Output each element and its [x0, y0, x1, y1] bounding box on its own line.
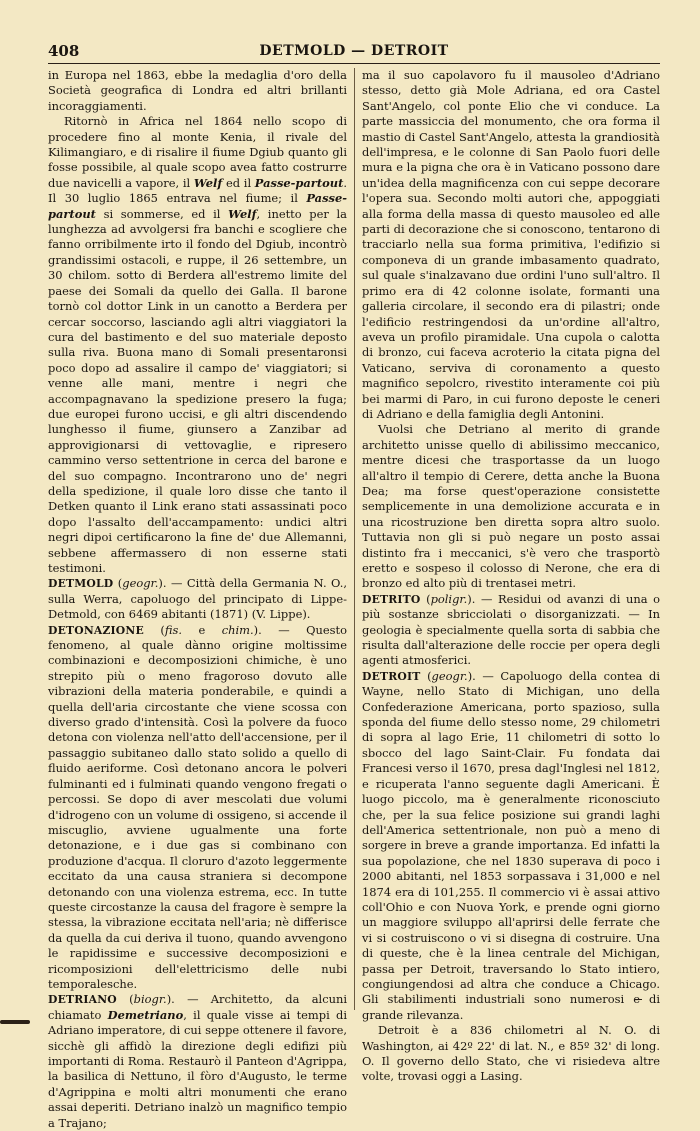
entry-headword: DETROIT — [362, 669, 421, 683]
text-run: ). — Questo fenomeno, al quale dànno origine moltissime combinazioni e decomposizioni chimiche, è uno strepito più o meno fragoroso dovuto alle vibrazioni della materia ponderabile, e quindi a quella dell'aria circostante che viene scossa con diverso grado d'intensità. Così la polvere da fuoco detona con violenza nell'atto dell'accensione, per il passaggio subitaneo dallo stato solido a quello di fluido aeriforme. Così detonano ancora le polveri fulminanti ed i fulminati quando vengono fregati o percossi. Se dopo di aver mescolati due volumi d'idrogeno con un volume di ossigeno, si accende il miscuglio, avviene ugualmente una forte detonazione, e i due gas si combinano con produzione d'acqua. Il cloruro d'azoto leggermente eccitato da una causa straniera si decompone detonando con una violenza estrema, ecc. In tutte queste circostanze la causa del fragore è sempre la stessa, la vibrazione eccitata nell'aria; nè differisce da quella da cui deriva il tuono, quando avvengono le rapidissime e successive decomposizioni e ricomposizioni dell'elettricismo delle nubi temporalesche. — [48, 622, 347, 991]
text-run: ). — Città della Germania N. O., sulla Werra, capoluogo del principato di Lippe-Detmold, con 6469 abitanti (1871) (V. Lippe). — [48, 576, 347, 622]
scan-edge-mark — [0, 1020, 30, 1024]
entry-headword: DETMOLD — [48, 577, 114, 591]
text-run: . Il 30 luglio 1865 entrava nel fiume; il — [48, 175, 347, 206]
text-run: ). — Capoluogo della contea di Wayne, nello Stato di Michigan, uno della Confederazione Americana, porto spazioso, sulla sponda del fiume dello stesso nome, 29 chilometri di sopra al lago Erie, 11 chilometri di sotto lo sbocco del lago Saint-Clair. Fu fondata dai Francesi verso il 1670, presa dagl'Inglesi nel 1812, e ricuperata l'anno seguente dagli Americani. È luogo piccolo, ma è generalmente riconosciuto che, per la sua felice posizione sui grandi laghi dell'America settentrionale, non può a meno di sorgere in breve a grande importanza. Ed infatti la sua popolazione, che nel 1830 superava di poco i 2000 abitanti, nel 1853 sorpassava i 31,000 e nel 1874 era di 101,255. Il commercio vi è assai attivo coll'Ohio e con Nuova York, e prende ogni giorno un maggiore sviluppo all'aprirsi delle ferrate che vi si costruiscono o vi si disegna di costruire. Una di queste, che è la linea centrale del Michigan, passa per Detroit, traversando lo Stato intiero, congiungendosi ad altra che conduce a Chicago. Gli stabilimenti industriali sono numerosi e di grande rilevanza. — [362, 668, 660, 1022]
text-run: , il quale visse ai tempi di Adriano imperatore, di cui seppe ottenere il favore, sicchè gli affidò la direzione degli edifizi più importanti di Roma. Restaurò il Panteon d'Agrippa, la basilica di Nettuno, il fòro d'Augusto, le terme d'Agrippina e molti altri monumenti che erano assai deperiti. Detriano inalzò un magnifico tempio a Trajano; — [48, 1007, 348, 1130]
text-run: ( — [113, 576, 123, 591]
paragraph — [362, 1023, 660, 1085]
dictionary-entry — [362, 592, 660, 669]
italic-term: Passe-partout — [254, 175, 344, 190]
italic-term: Welf — [193, 175, 223, 190]
dictionary-entry — [48, 992, 347, 1131]
text-run: Vuolsi che Detriano al merito di grande architetto unisse quello di abilissimo meccanico, mentre dicesi che trasportasse da un luogo all'altro il tempio di Cerere, detta anche la Buona Dea; ma forse quest'operazione consistette semplicemente in una demolizione accurata e in una ricostruzione ben diretta sopra altro suolo. Tuttavia non gli si può negare un posto assai distinto fra i meccanici, s'è vero che trasportò eretto e sospeso il colosso di Nerone, che era di bronzo ed alto più di trentasei metri. — [362, 422, 660, 591]
margin-dash — [634, 999, 642, 1000]
entry-headword: DETRITO — [362, 592, 421, 606]
text-run: ). — Residui od avanzi di una o più sostanze sbricciolati o disorganizzati. — In geologia è specialmente quella sorta di sabbia che risulta dall'alterazione delle roccie per opera degli agenti atmosferici. — [362, 591, 660, 668]
italic-term: Demetriano — [107, 1007, 184, 1022]
paragraph — [362, 422, 660, 591]
right-column — [354, 68, 660, 1084]
paragraph — [48, 114, 347, 576]
text-run: ed il — [222, 175, 255, 190]
entry-category: biogr. — [133, 992, 167, 1007]
entry-headword: DETRIANO — [48, 993, 117, 1007]
entry-category: geogr. — [122, 576, 159, 591]
text-run: Detroit è a 836 chilometri al N. O. di Washington, ai 42º 22' di lat. N., e 85º 32' di long. O. Il governo dello Stato, che vi risiedeva altre volte, trovasi oggi a Lasing. — [362, 1023, 660, 1084]
dictionary-entry — [362, 669, 660, 1023]
text-run: , inetto per la lunghezza ad avvolgersi fra banchi e scogliere che fanno orribilmente irto il fondo del Dgiub, incontrò grandissimi ostacoli, e ruppe, il 26 settembre, un 30 chilom. sotto di Berdera all'estremo limite del paese dei Somali da quello dei Galla. Il barone tornò col dottor Link in un canotto a Berdera per cercar soccorso, lasciando agli altri viaggiatori la cura del bastimento e del suo materiale deposto sulla riva. Buona mano di Somali presentaronsi poco dopo ad assalire il campo de' viaggiatori; si venne alle mani, mentre i negri che accompagnavano la spedizione presero la fuga; due europei furono uccisi, e gli altri discendendo lunghesso il fiume, giunsero a Zanzibar ad approvigionarsi di vettovaglie, e ripresero cammino verso settentrione in cerca del barone e del suo compagno. Incontrarono uno de' negri della spedizione, il quale loro disse che tanto il Detken quanto il Link erano stati assassinati poco dopo l'assalto dell'accampamento: undici altri negri dipoi certificarono la fine de' due Allemanni, sebbene affermassero di non esserne stati testimoni. — [48, 206, 347, 575]
dictionary-entry — [48, 623, 347, 993]
header-rule — [48, 63, 660, 64]
page-header — [48, 40, 660, 62]
paragraph-continuation: ma il suo capolavoro fu il mausoleo d'Adriano stesso, detto già Mole Adriana, ed ora Castel Sant'Angelo, col ponte Elio che vi conduce. La parte massiccia del monumento, che ora forma il mastio di Castel Sant'Angelo, attesta la grandiosità dell'impresa, e le colonne di San Paolo fuori delle mura e la pigna che ora è in Vaticano possono dare un'idea della magnificenza con cui seppe decorare l'opera sua. Secondo molti autori che, appoggiati alla forma della massa di questo mausoleo ed alle parti di decorazione che si conoscono, tentarono di tracciarlo nella sua forma primitiva, l'edifizio si componeva di un grande imbasamento quadrato, sul quale s'inalzavano due ordini l'uno sull'altro. Il primo era di 42 colonne isolate, formanti una galleria circolare, il secondo era di pilastri; onde l'edificio restringendosi da un'ordine all'altro, aveva un profilo piramidale. Una cupola o calotta di bronzo, cui faceva acroterio la citata pigna del Vaticano, serviva di coronamento a questo magnifico sepolcro, rivestito interamente coi più bei marmi di Paro, in cui furono deposte le ceneri di Adriano e della famiglia degli Antonini. — [362, 68, 660, 421]
text-run: si sommerse, ed il — [95, 206, 229, 221]
entry-category: geogr. — [431, 668, 468, 683]
italic-term: Passe-partout — [48, 191, 347, 221]
text-run: e — [182, 622, 222, 637]
entry-headword: DETONAZIONE — [48, 623, 144, 637]
left-column — [48, 68, 354, 1130]
text-run: Ritornò in Africa nel 1864 nello scopo di procedere fino al monte Kenia, il rivale del Kilimangiaro, e di risalire il fiume Dgiub quanto gli fosse possibile, al quale scopo avea fatto costrurre due navicelli a vapore, il — [48, 114, 347, 190]
text-run: ). — Architetto, da alcuni chiamato — [48, 992, 347, 1022]
italic-term: Welf — [228, 206, 257, 221]
dictionary-entry — [48, 576, 347, 622]
text-columns — [48, 68, 660, 1130]
page-number: 408 — [48, 42, 80, 60]
text-run: ( — [420, 668, 432, 683]
text-run: ( — [116, 992, 134, 1007]
text-run: ( — [143, 622, 165, 637]
paragraph-continuation: in Europa nel 1863, ebbe la medaglia d'oro della Società geografica di Londra ed altri brillanti incoraggiamenti. — [48, 68, 347, 113]
running-title: DETMOLD — DETROIT — [259, 43, 449, 59]
entry-category: fis. — [164, 622, 182, 637]
text-run: ( — [420, 591, 431, 606]
entry-category: poligr. — [430, 591, 468, 606]
entry-category: chim. — [221, 622, 254, 637]
